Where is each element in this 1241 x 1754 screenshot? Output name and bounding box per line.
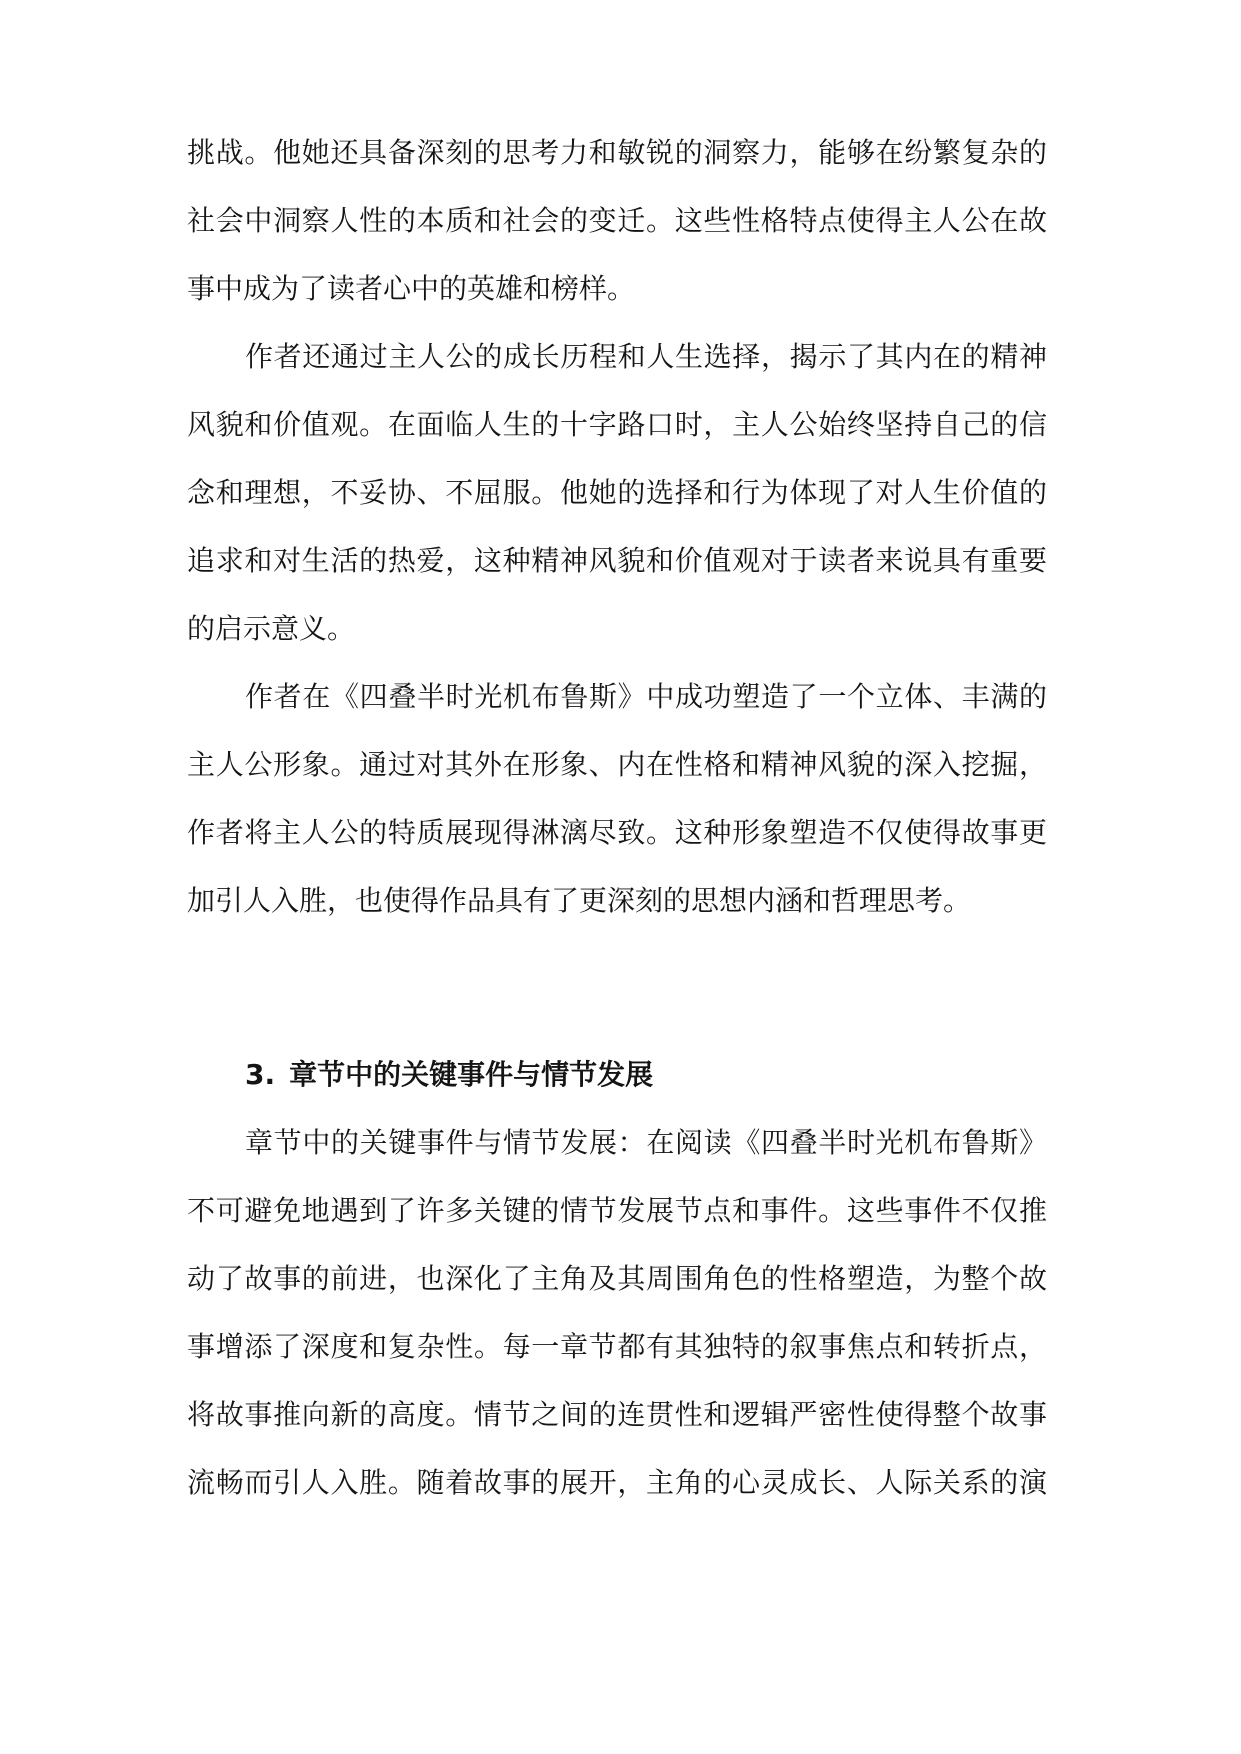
paragraph-1-line-3: 事中成为了读者心中的英雄和榜样。 (187, 272, 636, 305)
paragraph-1-line-2: 社会中洞察人性的本质和社会的变迁。这些性格特点使得主人公在故 (187, 204, 1047, 237)
section-paragraph-line-2: 不可避免地遇到了许多关键的情节发展节点和事件。这些事件不仅推 (187, 1194, 1047, 1227)
section-paragraph-line-1: 章节中的关键事件与情节发展：在阅读《四叠半时光机布鲁斯》 (245, 1126, 1047, 1159)
paragraph-2-line-1: 作者还通过主人公的成长历程和人生选择，揭示了其内在的精神 (245, 340, 1047, 373)
section-heading (245, 1050, 653, 1100)
paragraph-2-line-5: 的启示意义。 (187, 612, 356, 645)
section-paragraph-line-4: 事增添了深度和复杂性。每一章节都有其独特的叙事焦点和转折点， (187, 1330, 1047, 1363)
section-heading-title: 章节中的关键事件与情节发展 (289, 1058, 654, 1091)
paragraph-3-line-3: 作者将主人公的特质展现得淋漓尽致。这种形象塑造不仅使得故事更 (187, 816, 1047, 849)
paragraph-2-line-3: 念和理想，不妥协、不屈服。他她的选择和行为体现了对人生价值的 (187, 476, 1047, 509)
section-heading-number: 3. (245, 1058, 276, 1091)
paragraph-1-line-1: 挑战。他她还具备深刻的思考力和敏锐的洞察力，能够在纷繁复杂的 (187, 136, 1047, 169)
section-paragraph-line-3: 动了故事的前进，也深化了主角及其周围角色的性格塑造，为整个故 (187, 1262, 1047, 1295)
paragraph-3-line-2: 主人公形象。通过对其外在形象、内在性格和精神风貌的深入挖掘， (187, 748, 1047, 781)
paragraph-3-line-4: 加引人入胜，也使得作品具有了更深刻的思想内涵和哲理思考。 (187, 884, 972, 917)
paragraph-2-line-2: 风貌和价值观。在面临人生的十字路口时，主人公始终坚持自己的信 (187, 408, 1047, 441)
section-paragraph-line-5: 将故事推向新的高度。情节之间的连贯性和逻辑严密性使得整个故事 (187, 1398, 1047, 1431)
paragraph-2-line-4: 追求和对生活的热爱，这种精神风貌和价值观对于读者来说具有重要 (187, 544, 1047, 577)
paragraph-3-line-1: 作者在《四叠半时光机布鲁斯》中成功塑造了一个立体、丰满的 (245, 680, 1047, 713)
section-paragraph-line-6: 流畅而引人入胜。随着故事的展开，主角的心灵成长、人际关系的演 (187, 1466, 1047, 1499)
